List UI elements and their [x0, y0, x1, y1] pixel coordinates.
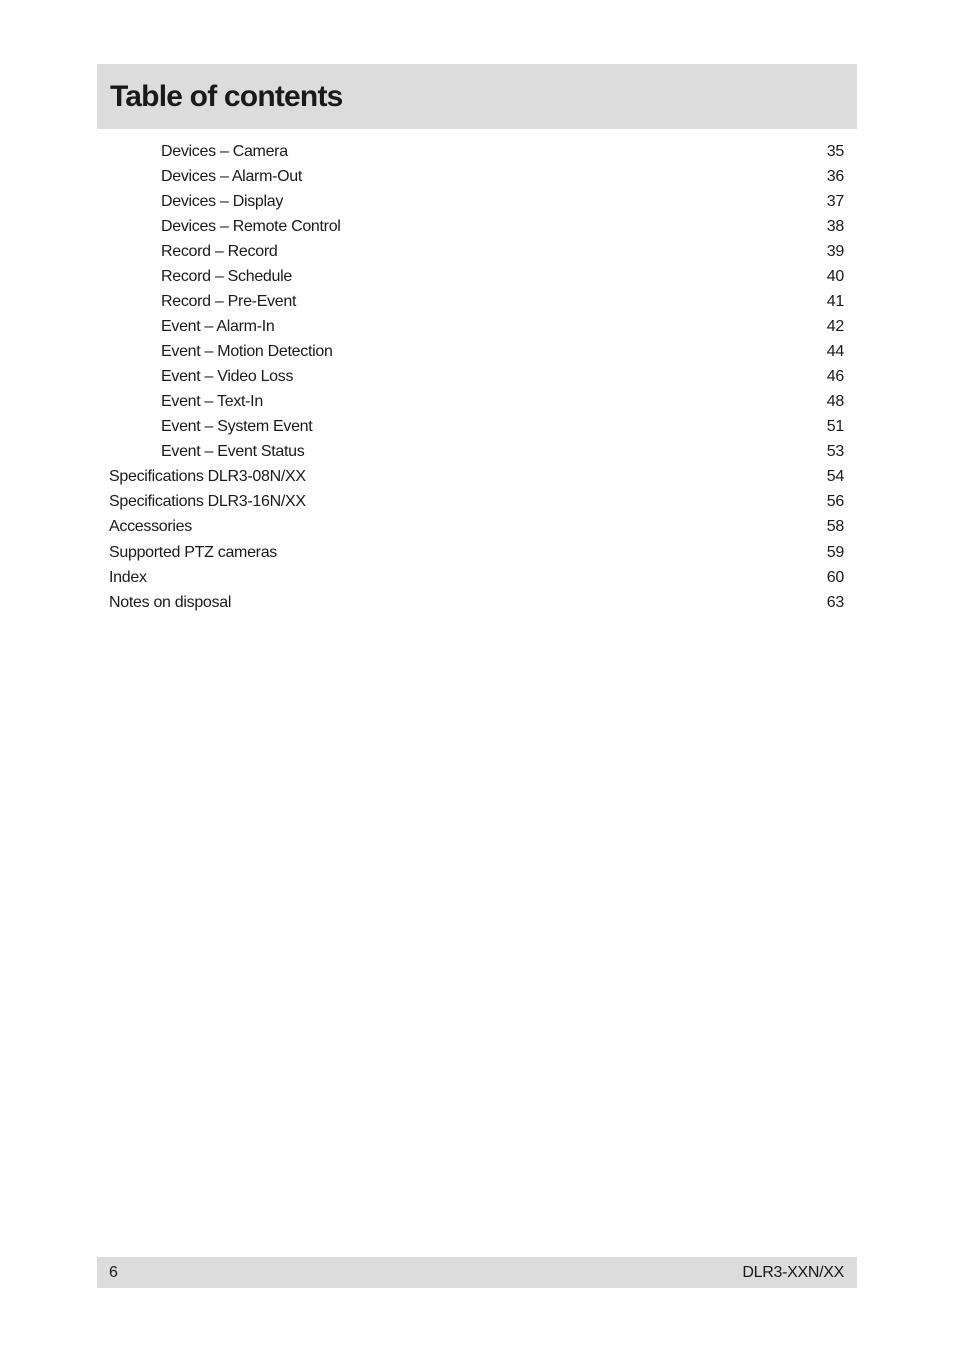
toc-entry-page: 63 — [826, 593, 844, 611]
toc-entry-title: Record – Record — [161, 243, 278, 260]
footer-band — [97, 1257, 857, 1288]
toc-entry[interactable] — [0, 414, 954, 439]
toc-entry[interactable] — [0, 264, 954, 289]
toc-entry-page: 58 — [826, 518, 844, 536]
toc-entry-page: 56 — [826, 493, 844, 511]
toc-entry-page: 59 — [826, 543, 844, 561]
toc-entry-title: Devices – Camera — [161, 143, 288, 160]
toc-entry-title: Event – Video Loss — [161, 368, 294, 385]
toc-entry-title: Record – Schedule — [161, 268, 292, 285]
toc-entry-page: 36 — [826, 168, 844, 185]
page-title: Table of contents — [110, 80, 343, 113]
toc-entry[interactable] — [0, 214, 954, 239]
footer-page-number: 6 — [109, 1264, 118, 1281]
toc-entry-page: 38 — [826, 218, 844, 235]
toc-entry-title: Specifications DLR3-16N/XX — [109, 493, 306, 511]
toc-entry-page: 39 — [826, 243, 844, 260]
toc-entry-title: Specifications DLR3-08N/XX — [109, 468, 306, 485]
toc-entry-title: Event – Alarm-In — [161, 318, 275, 335]
toc-entry-title: Devices – Alarm-Out — [161, 168, 303, 185]
toc-entry[interactable] — [0, 565, 954, 590]
toc-entry-title: Devices – Display — [161, 193, 284, 210]
toc-entry-title: Supported PTZ cameras — [109, 543, 277, 561]
toc-entry-page: 51 — [826, 418, 844, 435]
toc-entry-page: 35 — [826, 143, 844, 160]
toc-entry[interactable] — [0, 389, 954, 414]
toc-entry-title: Event – Event Status — [161, 443, 305, 460]
table-of-contents — [0, 139, 954, 615]
footer-model-name: DLR3-XXN/XX — [742, 1264, 844, 1281]
toc-entry[interactable] — [0, 289, 954, 314]
toc-entry-page: 54 — [826, 468, 844, 485]
toc-entry[interactable] — [0, 514, 954, 539]
toc-entry-page: 44 — [826, 343, 844, 360]
toc-entry[interactable] — [0, 540, 954, 565]
toc-entry-page: 53 — [826, 443, 844, 460]
toc-entry[interactable] — [0, 139, 954, 164]
toc-entry-title: Notes on disposal — [109, 593, 232, 611]
toc-entry[interactable] — [0, 339, 954, 364]
toc-entry-title: Devices – Remote Control — [161, 218, 341, 235]
toc-entry[interactable] — [0, 314, 954, 339]
toc-entry[interactable] — [0, 164, 954, 189]
toc-entry-title: Record – Pre-Event — [161, 293, 297, 310]
header-band — [97, 64, 857, 129]
toc-entry-page: 46 — [826, 368, 844, 385]
toc-entry-title: Event – Motion Detection — [161, 343, 333, 360]
toc-entry-page: 48 — [826, 393, 844, 410]
toc-entry-page: 60 — [826, 568, 844, 586]
toc-entry-title: Index — [109, 568, 147, 586]
toc-entry-page: 41 — [826, 293, 844, 310]
toc-entry-title: Accessories — [109, 518, 192, 536]
toc-entry-title: Event – System Event — [161, 418, 313, 435]
toc-entry[interactable] — [0, 439, 954, 464]
toc-entry[interactable] — [0, 364, 954, 389]
toc-entry-page: 42 — [826, 318, 844, 335]
toc-entry-title: Event – Text-In — [161, 393, 263, 410]
toc-entry[interactable] — [0, 464, 954, 489]
toc-entry-page: 40 — [826, 268, 844, 285]
toc-entry[interactable] — [0, 239, 954, 264]
toc-entry[interactable] — [0, 189, 954, 214]
toc-entry-page: 37 — [826, 193, 844, 210]
toc-entry[interactable] — [0, 590, 954, 615]
toc-entry[interactable] — [0, 489, 954, 514]
